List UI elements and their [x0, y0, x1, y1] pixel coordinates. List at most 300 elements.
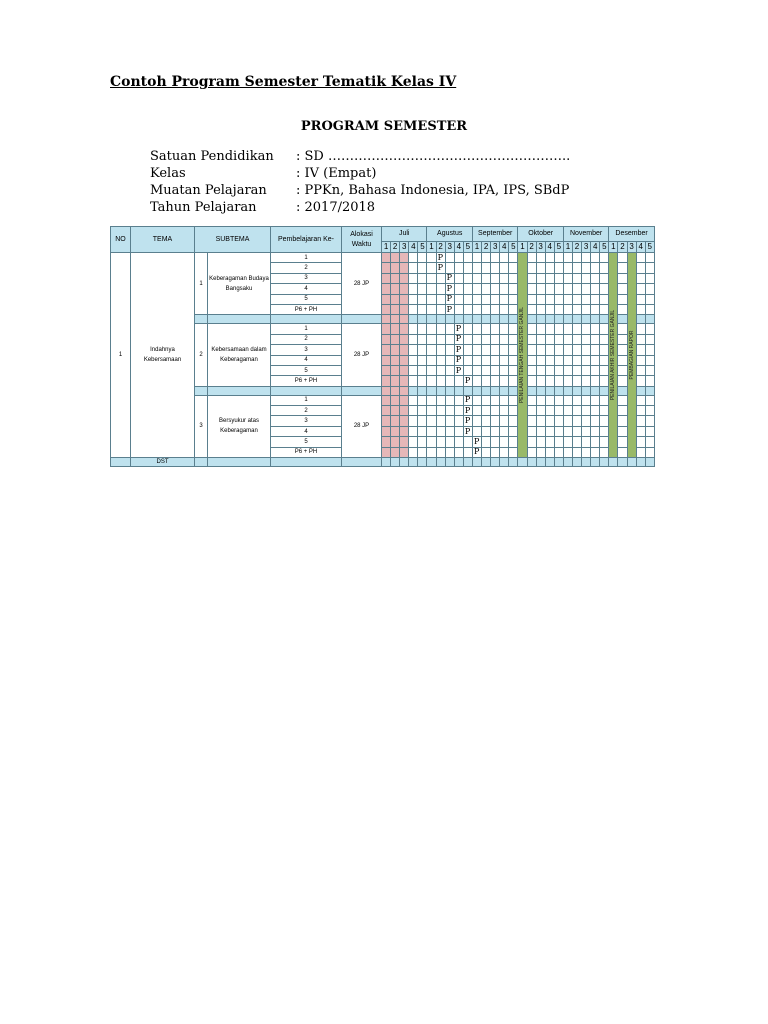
week-cell [582, 324, 591, 334]
week-cell [382, 334, 391, 344]
week-cell [572, 273, 581, 283]
header-week: 1 [382, 242, 391, 253]
week-cell [391, 426, 400, 436]
week-cell [591, 365, 600, 375]
week-cell [527, 426, 536, 436]
week-cell [454, 273, 463, 283]
week-cell [436, 447, 445, 457]
week-cell [554, 263, 563, 273]
week-cell [400, 426, 409, 436]
lesson-label: 2 [271, 406, 342, 416]
header-month: Oktober [518, 227, 563, 242]
week-cell [491, 365, 500, 375]
week-cell [491, 324, 500, 334]
week-cell [636, 284, 645, 294]
week-cell [554, 324, 563, 334]
info-row [150, 199, 570, 216]
dst-cell [591, 458, 600, 467]
schedule-mark: P [445, 304, 454, 314]
week-cell [409, 406, 418, 416]
week-cell [563, 355, 572, 365]
week-cell [636, 426, 645, 436]
week-cell [391, 395, 400, 405]
week-cell [491, 395, 500, 405]
week-cell [554, 365, 563, 375]
week-cell [491, 304, 500, 314]
week-cell [445, 253, 454, 263]
week-cell [600, 416, 609, 426]
assessment-column [609, 253, 618, 458]
schedule-mark: P [454, 365, 463, 375]
info-label: Satuan Pendidikan [150, 149, 274, 164]
assessment-column [518, 253, 527, 458]
week-cell [545, 395, 554, 405]
week-cell [409, 355, 418, 365]
separator-cell [208, 315, 271, 324]
header-week: 3 [491, 242, 500, 253]
week-cell [454, 294, 463, 304]
week-cell [591, 376, 600, 386]
week-cell [454, 263, 463, 273]
week-cell [382, 355, 391, 365]
week-cell [572, 437, 581, 447]
week-cell [618, 304, 627, 314]
week-cell [618, 324, 627, 334]
week-cell [463, 334, 472, 344]
week-cell [472, 395, 481, 405]
separator-cell [436, 315, 445, 324]
week-cell [618, 376, 627, 386]
week-cell [509, 263, 518, 273]
lesson-label: 3 [271, 273, 342, 283]
week-cell [545, 263, 554, 273]
week-cell [572, 447, 581, 457]
week-cell [436, 426, 445, 436]
schedule-mark: P [472, 437, 481, 447]
week-cell [491, 426, 500, 436]
week-cell [400, 294, 409, 304]
dst-cell [445, 458, 454, 467]
week-cell [545, 304, 554, 314]
separator-cell [271, 386, 342, 395]
week-cell [545, 324, 554, 334]
week-cell [391, 304, 400, 314]
week-cell [418, 263, 427, 273]
week-cell [591, 406, 600, 416]
dst-cell [609, 458, 618, 467]
week-cell [536, 334, 545, 344]
lesson-label: 4 [271, 284, 342, 294]
week-cell [645, 365, 654, 375]
week-cell [545, 416, 554, 426]
week-cell [445, 263, 454, 273]
week-cell [463, 284, 472, 294]
week-cell [482, 395, 491, 405]
week-cell [382, 253, 391, 263]
info-value: : IV (Empat) [296, 166, 377, 181]
week-cell [645, 395, 654, 405]
header-month: Agustus [427, 227, 472, 242]
separator-cell [491, 315, 500, 324]
week-cell [554, 294, 563, 304]
header-month: November [563, 227, 608, 242]
week-cell [554, 447, 563, 457]
separator-cell [554, 386, 563, 395]
week-cell [400, 447, 409, 457]
week-cell [454, 395, 463, 405]
week-cell [391, 376, 400, 386]
separator-cell [342, 386, 382, 395]
week-cell [600, 334, 609, 344]
week-cell [618, 345, 627, 355]
week-cell [582, 334, 591, 344]
schedule-mark: P [454, 334, 463, 344]
week-cell [509, 365, 518, 375]
week-cell [563, 324, 572, 334]
header-month: Desember [609, 227, 654, 242]
week-cell [591, 447, 600, 457]
week-cell [436, 334, 445, 344]
week-cell [409, 437, 418, 447]
dst-cell [536, 458, 545, 467]
week-cell [636, 253, 645, 263]
week-cell [391, 263, 400, 273]
dst-cell [111, 458, 131, 467]
week-cell [554, 426, 563, 436]
dst-cell [527, 458, 536, 467]
header-tema: TEMA [131, 227, 195, 253]
week-cell [591, 324, 600, 334]
week-cell [427, 324, 436, 334]
week-cell [500, 406, 509, 416]
dst-cell [509, 458, 518, 467]
week-cell [382, 365, 391, 375]
week-cell [445, 395, 454, 405]
separator-cell [391, 386, 400, 395]
week-cell [645, 273, 654, 283]
week-cell [400, 273, 409, 283]
week-cell [545, 376, 554, 386]
week-cell [472, 284, 481, 294]
week-cell [500, 376, 509, 386]
week-cell [463, 294, 472, 304]
header-week: 2 [572, 242, 581, 253]
assessment-column [627, 253, 636, 458]
week-cell [500, 273, 509, 283]
assessment-label: PENILAIAN AKHIR SEMESTER GANJIL [610, 309, 617, 401]
week-cell [418, 334, 427, 344]
week-cell [582, 284, 591, 294]
week-cell [418, 426, 427, 436]
week-cell [454, 304, 463, 314]
week-cell [545, 273, 554, 283]
week-cell [445, 365, 454, 375]
schedule-mark: P [454, 355, 463, 365]
week-cell [418, 345, 427, 355]
dst-cell [409, 458, 418, 467]
alokasi-waktu: 28 JP [342, 324, 382, 386]
week-cell [382, 416, 391, 426]
week-cell [582, 253, 591, 263]
week-cell [636, 416, 645, 426]
week-cell [645, 334, 654, 344]
week-cell [527, 437, 536, 447]
week-cell [536, 416, 545, 426]
week-cell [472, 365, 481, 375]
week-cell [391, 273, 400, 283]
header-week: 3 [627, 242, 636, 253]
info-value: : SD ……………………………………………….. [296, 149, 571, 164]
separator-cell [418, 386, 427, 395]
header-week: 5 [463, 242, 472, 253]
lesson-label: 4 [271, 426, 342, 436]
week-cell [382, 345, 391, 355]
week-cell [618, 294, 627, 304]
lesson-label: P6 + PH [271, 376, 342, 386]
week-cell [427, 416, 436, 426]
header-month: September [472, 227, 517, 242]
week-cell [482, 334, 491, 344]
lesson-label: 1 [271, 395, 342, 405]
separator-cell [491, 386, 500, 395]
program-title: PROGRAM SEMESTER [300, 119, 468, 134]
week-cell [400, 437, 409, 447]
schedule-mark: P [454, 324, 463, 334]
week-cell [472, 426, 481, 436]
subtema-name: Kebersamaan dalam Keberagaman [208, 324, 271, 386]
week-cell [618, 355, 627, 365]
week-cell [527, 447, 536, 457]
week-cell [382, 437, 391, 447]
week-cell [509, 324, 518, 334]
week-cell [554, 376, 563, 386]
week-cell [536, 304, 545, 314]
week-cell [400, 334, 409, 344]
week-cell [563, 334, 572, 344]
week-cell [382, 376, 391, 386]
week-cell [509, 345, 518, 355]
week-cell [563, 406, 572, 416]
week-cell [545, 294, 554, 304]
week-cell [445, 437, 454, 447]
week-cell [409, 365, 418, 375]
week-cell [409, 324, 418, 334]
week-cell [382, 284, 391, 294]
separator-cell [427, 315, 436, 324]
week-cell [427, 447, 436, 457]
header-week: 5 [418, 242, 427, 253]
week-cell [500, 294, 509, 304]
week-cell [409, 416, 418, 426]
week-cell [591, 253, 600, 263]
dst-cell [500, 458, 509, 467]
week-cell [391, 294, 400, 304]
separator-cell [591, 386, 600, 395]
tema-number: 1 [111, 253, 131, 458]
week-cell [436, 395, 445, 405]
week-cell [536, 263, 545, 273]
week-cell [600, 376, 609, 386]
header-alokasi: Alokasi Waktu [342, 227, 382, 253]
separator-cell [645, 315, 654, 324]
week-cell [491, 263, 500, 273]
week-cell [545, 355, 554, 365]
info-label: Muatan Pelajaran [150, 183, 267, 198]
schedule-mark: P [472, 447, 481, 457]
week-cell [600, 273, 609, 283]
week-cell [527, 355, 536, 365]
separator-cell [391, 315, 400, 324]
week-cell [409, 376, 418, 386]
dst-cell [418, 458, 427, 467]
week-cell [600, 395, 609, 405]
lesson-label: 5 [271, 294, 342, 304]
week-cell [527, 345, 536, 355]
week-cell [600, 447, 609, 457]
header-week: 1 [472, 242, 481, 253]
subtema-number: 1 [195, 253, 208, 315]
week-cell [618, 426, 627, 436]
week-cell [645, 447, 654, 457]
week-cell [582, 365, 591, 375]
week-cell [436, 345, 445, 355]
week-cell [582, 447, 591, 457]
week-cell [482, 406, 491, 416]
week-cell [645, 437, 654, 447]
week-cell [382, 304, 391, 314]
week-cell [472, 416, 481, 426]
week-cell [427, 376, 436, 386]
week-cell [400, 263, 409, 273]
week-cell [491, 334, 500, 344]
week-cell [536, 294, 545, 304]
dst-cell [627, 458, 636, 467]
separator-cell [554, 315, 563, 324]
week-cell [445, 345, 454, 355]
week-cell [618, 447, 627, 457]
week-cell [382, 447, 391, 457]
week-cell [418, 304, 427, 314]
week-cell [491, 294, 500, 304]
week-cell [418, 447, 427, 457]
schedule-mark: P [463, 376, 472, 386]
week-cell [500, 334, 509, 344]
week-cell [454, 284, 463, 294]
week-cell [382, 426, 391, 436]
schedule-mark: P [436, 263, 445, 273]
week-cell [527, 406, 536, 416]
week-cell [418, 355, 427, 365]
week-cell [554, 253, 563, 263]
week-cell [382, 395, 391, 405]
info-value: : 2017/2018 [296, 200, 376, 215]
week-cell [545, 284, 554, 294]
week-cell [391, 284, 400, 294]
week-cell [618, 406, 627, 416]
week-cell [636, 447, 645, 457]
week-cell [600, 284, 609, 294]
week-cell [409, 304, 418, 314]
week-cell [527, 365, 536, 375]
week-cell [636, 345, 645, 355]
week-cell [500, 284, 509, 294]
dst-cell [436, 458, 445, 467]
week-cell [418, 437, 427, 447]
header-week: 1 [427, 242, 436, 253]
week-cell [527, 294, 536, 304]
dst-cell [618, 458, 627, 467]
week-cell [645, 355, 654, 365]
week-cell [536, 426, 545, 436]
week-cell [427, 437, 436, 447]
week-cell [563, 345, 572, 355]
week-cell [618, 437, 627, 447]
week-cell [554, 406, 563, 416]
week-cell [582, 345, 591, 355]
week-cell [472, 406, 481, 416]
week-cell [454, 437, 463, 447]
week-cell [591, 395, 600, 405]
week-cell [472, 273, 481, 283]
week-cell [509, 395, 518, 405]
week-cell [563, 416, 572, 426]
dst-cell [582, 458, 591, 467]
week-cell [545, 426, 554, 436]
schedule-mark: P [445, 273, 454, 283]
separator-cell [509, 315, 518, 324]
week-cell [527, 334, 536, 344]
week-cell [572, 406, 581, 416]
separator-cell [600, 386, 609, 395]
week-cell [636, 355, 645, 365]
week-cell [409, 334, 418, 344]
week-cell [645, 253, 654, 263]
week-cell [400, 365, 409, 375]
dst-cell [563, 458, 572, 467]
week-cell [618, 416, 627, 426]
separator-cell [482, 315, 491, 324]
week-cell [400, 253, 409, 263]
separator-cell [563, 315, 572, 324]
week-cell [600, 253, 609, 263]
week-cell [563, 437, 572, 447]
week-cell [600, 263, 609, 273]
schedule-mark: P [463, 406, 472, 416]
week-cell [445, 406, 454, 416]
week-cell [636, 324, 645, 334]
separator-cell [195, 315, 208, 324]
week-cell [645, 426, 654, 436]
week-cell [382, 263, 391, 273]
week-cell [527, 395, 536, 405]
week-cell [563, 263, 572, 273]
week-cell [500, 447, 509, 457]
week-cell [409, 253, 418, 263]
week-cell [554, 416, 563, 426]
week-cell [572, 324, 581, 334]
week-cell [391, 437, 400, 447]
week-cell [445, 447, 454, 457]
week-cell [600, 345, 609, 355]
separator-cell [418, 315, 427, 324]
week-cell [509, 426, 518, 436]
week-cell [391, 253, 400, 263]
info-value: : PPKn, Bahasa Indonesia, IPA, IPS, SBdP [296, 183, 570, 198]
header-week: 4 [454, 242, 463, 253]
week-cell [418, 365, 427, 375]
lesson-label: 4 [271, 355, 342, 365]
week-cell [436, 273, 445, 283]
